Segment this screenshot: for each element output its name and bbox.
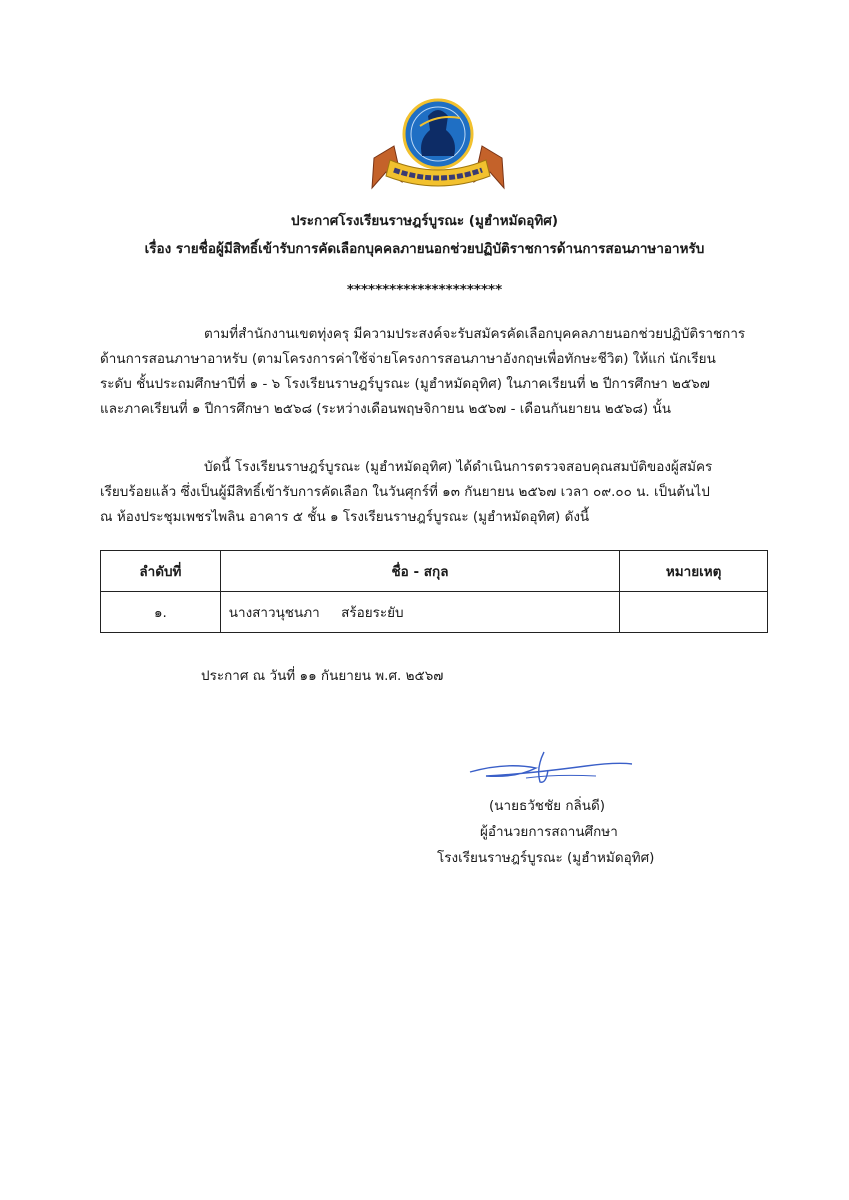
table-row	[101, 592, 768, 633]
signer-school: โรงเรียนราษฎร์บูรณะ (มูฮำหมัดอุทิศ)	[437, 850, 655, 866]
paragraph-line: ตามที่สำนักงานเขตทุ่งครุ มีความประสงค์จะรับสมัครคัดเลือกบุคคลภายนอกช่วยปฏิบัติราชการ	[204, 326, 746, 342]
paragraph-line: ณ ห้องประชุมเพชรไพลิน อาคาร ๕ ชั้น ๑ โรงเรียนราษฎร์บูรณะ (มูฮำหมัดอุทิศ) ดังนี้	[100, 509, 590, 525]
signer-name: (นายธวัชชัย กลิ่นดี)	[489, 798, 606, 814]
paragraph-line: เรียบร้อยแล้ว ซึ่งเป็นผู้มีสิทธิ์เข้ารับการคัดเลือก ในวันศุกร์ที่ ๑๓ กันยายน ๒๕๖๗ เวลา ๐๙.๐๐ น. เป็นต้นไป	[100, 484, 710, 500]
paragraph-line: และภาคเรียนที่ ๑ ปีการศึกษา ๒๕๖๘ (ระหว่างเดือนพฤษจิกายน ๒๕๖๗ - เดือนกันยายน ๒๕๖๘) นั้น	[100, 401, 671, 417]
paragraph-2	[100, 455, 740, 530]
table-header-row	[101, 551, 768, 592]
announcement-date: ประกาศ ณ วันที่ ๑๑ กันยายน พ.ศ. ๒๕๖๗	[201, 668, 444, 684]
cell-no: ๑.	[101, 592, 221, 633]
separator: **********************	[346, 282, 503, 298]
signer-position: ผู้อำนวยการสถานศึกษา	[480, 824, 618, 840]
cell-remark	[620, 592, 768, 633]
column-header-remark: หมายเหตุ	[620, 551, 768, 592]
paragraph-1	[100, 322, 746, 422]
column-header-name: ชื่อ - สกุล	[220, 551, 619, 592]
signature	[466, 748, 636, 788]
column-header-no: ลำดับที่	[101, 551, 221, 592]
announcement-subject: เรื่อง รายชื่อผู้มีสิทธิ์เข้ารับการคัดเลือกบุคคลภายนอกช่วยปฏิบัติราชการด้านการสอนภาษาอาหรับ	[144, 241, 705, 257]
announcement-title: ประกาศโรงเรียนราษฎร์บูรณะ (มูฮำหมัดอุทิศ)	[290, 213, 559, 229]
paragraph-line: ระดับ ชั้นประถมศึกษาปีที่ ๑ - ๖ โรงเรียนราษฎร์บูรณะ (มูฮำหมัดอุทิศ) ในภาคเรียนที่ ๒ ปีการศึกษา ๒๕๖๗	[100, 376, 710, 392]
cell-name: นางสาวนุชนภา สร้อยระยับ	[220, 592, 619, 633]
paragraph-line: ด้านการสอนภาษาอาหรับ (ตามโครงการค่าใช้จ่ายโครงการสอนภาษาอังกฤษเพื่อทักษะชีวิต) ให้แก่ นักเรียน	[100, 351, 716, 367]
paragraph-line: บัดนี้ โรงเรียนราษฎร์บูรณะ (มูฮำหมัดอุทิศ) ได้ดำเนินการตรวจสอบคุณสมบัติของผู้สมัคร	[204, 459, 713, 475]
candidates-table	[100, 550, 768, 633]
school-logo	[368, 96, 508, 196]
